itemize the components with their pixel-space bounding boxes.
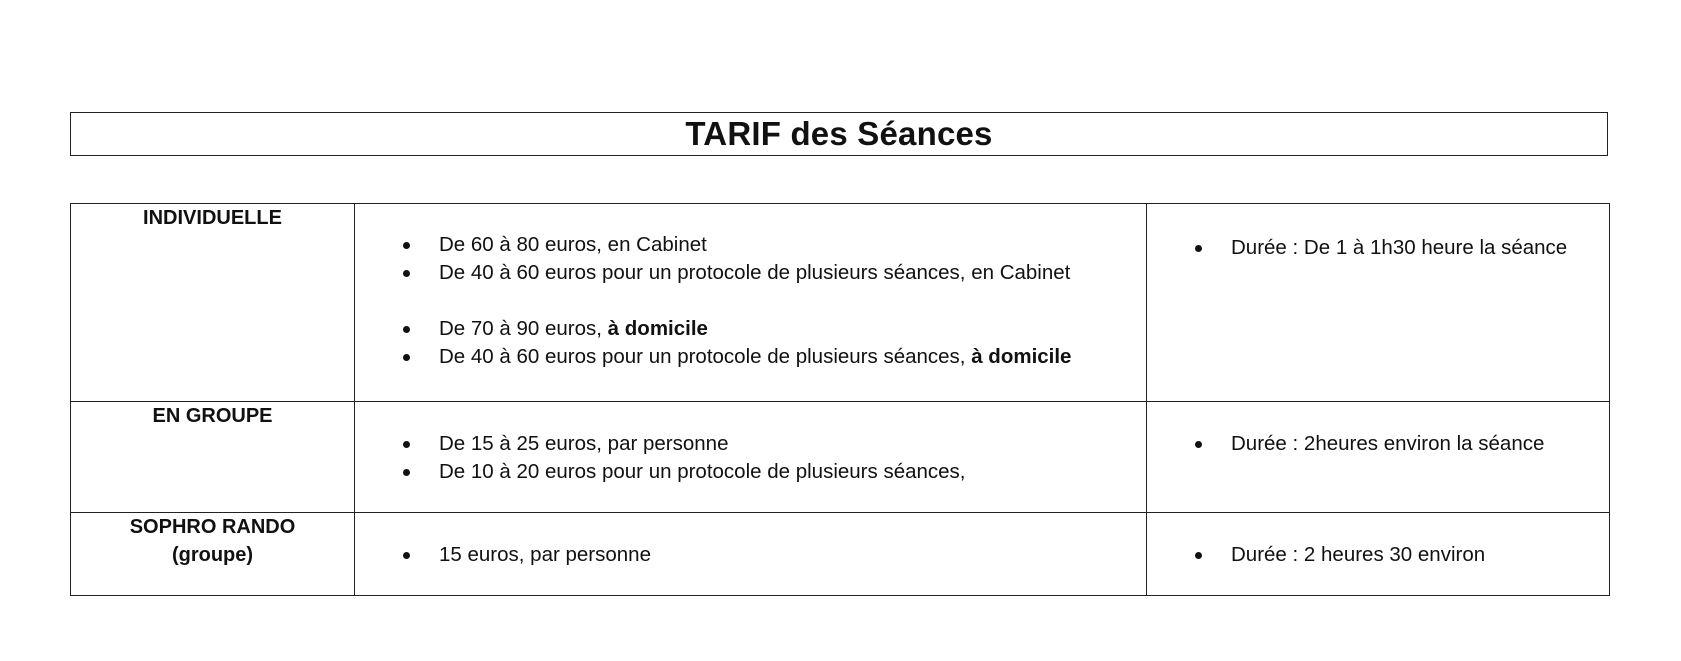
price-item: De 70 à 90 euros, à domicile — [403, 315, 1146, 343]
duration-list — [1147, 541, 1609, 569]
category-sublabel: (groupe) — [171, 544, 254, 566]
duration-cell — [1147, 204, 1610, 402]
prices-cell — [355, 204, 1147, 402]
category-cell — [71, 513, 355, 596]
duration-list — [1147, 234, 1609, 262]
price-item: De 40 à 60 euros pour un protocole de plusieurs séances, à domicile — [403, 343, 1146, 371]
table-row-groupe — [71, 402, 1610, 513]
price-item: De 40 à 60 euros pour un protocole de plusieurs séances, en Cabinet — [403, 259, 1146, 287]
category-label: EN GROUPE — [152, 405, 273, 427]
prices-cell — [355, 513, 1147, 596]
price-item: De 10 à 20 euros pour un protocole de plusieurs séances, — [403, 458, 1146, 486]
duration-list — [1147, 430, 1609, 458]
title-box — [70, 112, 1608, 156]
tarif-table — [70, 203, 1610, 596]
duration-item: Durée : 2 heures 30 environ — [1195, 541, 1609, 569]
category-cell — [71, 204, 355, 402]
table-row-sophro-rando — [71, 513, 1610, 596]
table-row-individuelle — [71, 204, 1610, 402]
prices-cell — [355, 402, 1147, 513]
duration-item: Durée : De 1 à 1h30 heure la séance — [1195, 234, 1609, 262]
duration-item: Durée : 2heures environ la séance — [1195, 430, 1609, 458]
category-label: SOPHRO RANDO — [129, 516, 296, 538]
price-item: 15 euros, par personne — [403, 541, 1146, 569]
price-item: De 60 à 80 euros, en Cabinet — [403, 231, 1146, 259]
price-list — [355, 541, 1146, 569]
price-list — [355, 231, 1146, 371]
category-cell — [71, 402, 355, 513]
category-label: INDIVIDUELLE — [143, 207, 282, 229]
price-list — [355, 430, 1146, 486]
duration-cell — [1147, 402, 1610, 513]
duration-cell — [1147, 513, 1610, 596]
page-title: TARIF des Séances — [685, 115, 993, 152]
price-item: De 15 à 25 euros, par personne — [403, 430, 1146, 458]
